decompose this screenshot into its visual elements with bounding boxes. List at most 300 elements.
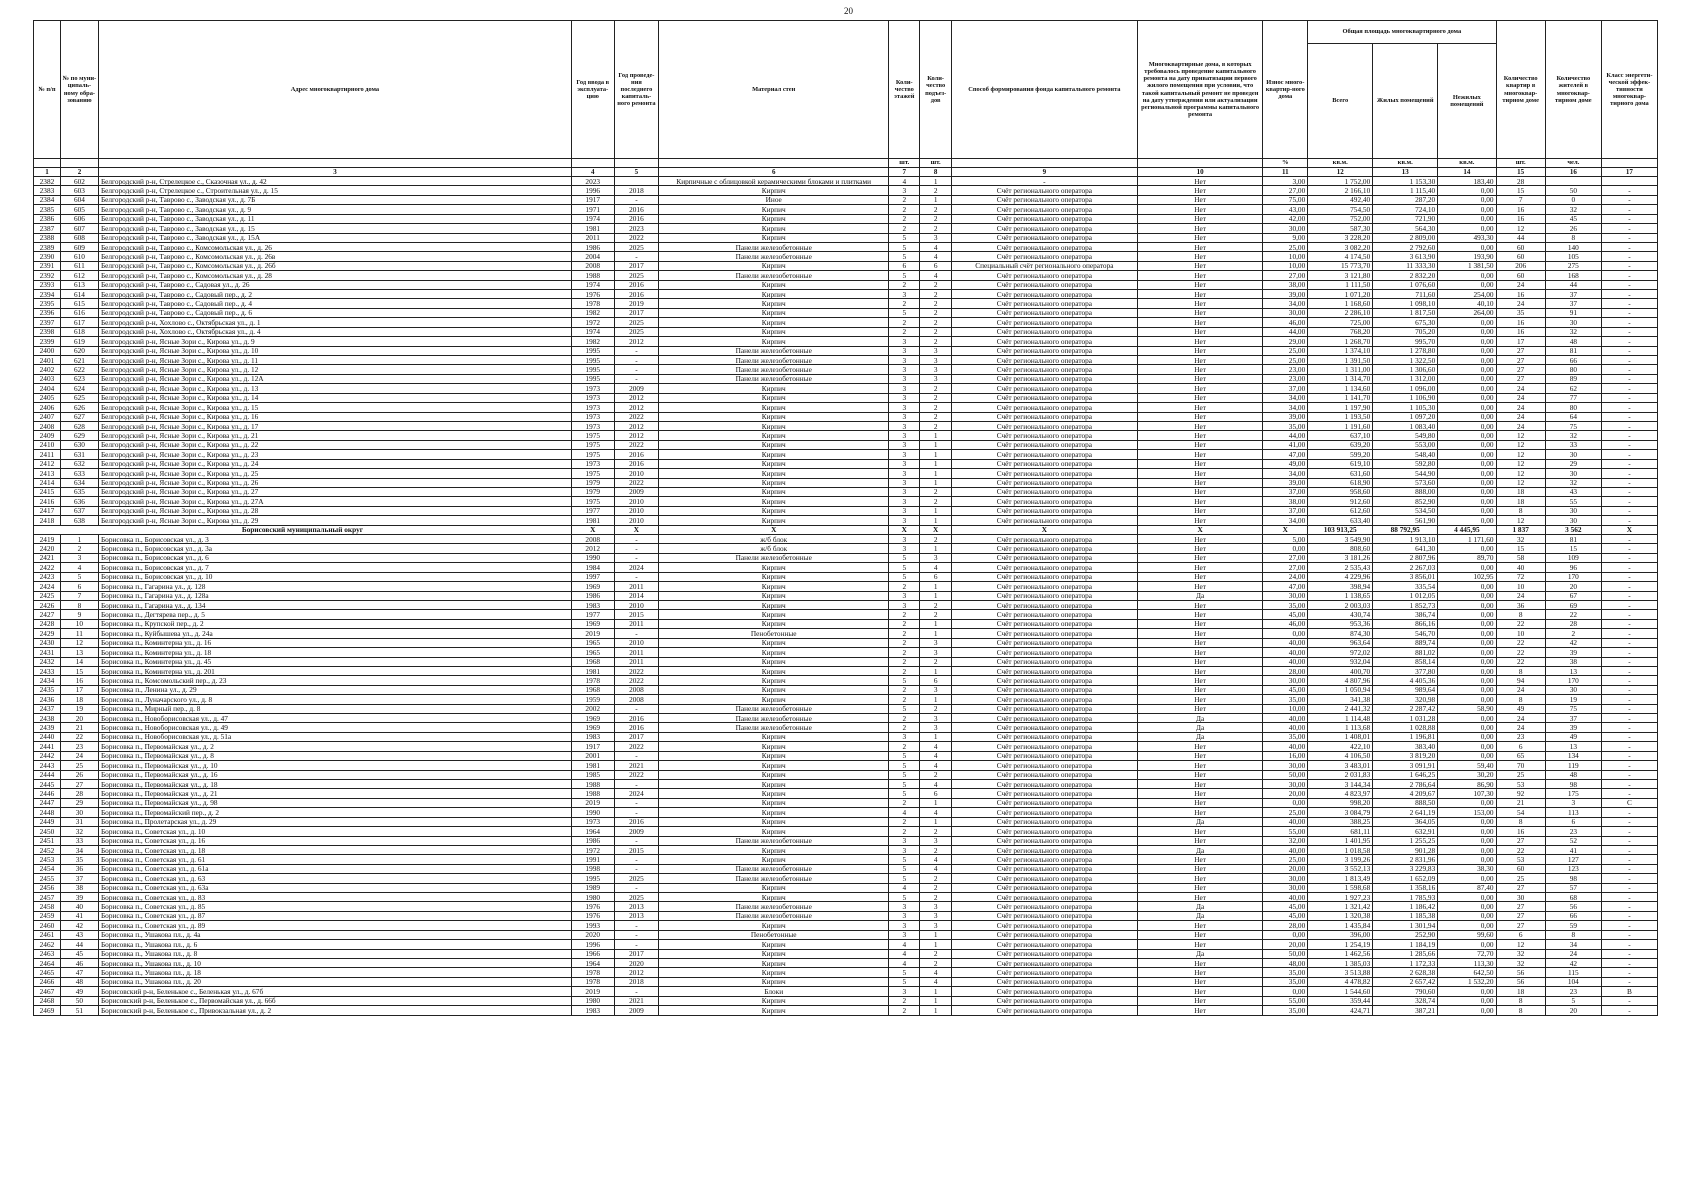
table-cell: Нет	[1137, 582, 1263, 591]
table-cell: 2400	[34, 346, 61, 355]
table-cell: Счёт регионального оператора	[951, 572, 1137, 581]
table-cell: 561,90	[1373, 516, 1438, 525]
table-cell: 0,00	[1438, 318, 1496, 327]
table-cell: 5	[889, 855, 920, 864]
table-cell: Кирпич	[659, 798, 889, 807]
unit-13: кв.м.	[1373, 159, 1438, 168]
table-cell: 3	[889, 497, 920, 506]
table-cell: 6	[920, 676, 951, 685]
table-cell: Нет	[1137, 704, 1263, 713]
table-cell: 1	[920, 591, 951, 600]
table-cell: 87,40	[1438, 883, 1496, 892]
table-cell: -	[1601, 836, 1657, 845]
table-cell: 1976	[571, 902, 614, 911]
table-cell: 47,00	[1263, 582, 1308, 591]
table-cell: 1995	[571, 874, 614, 883]
table-cell: Борисовка п., Новоборисовская ул., д. 49	[98, 723, 571, 732]
table-cell: 42	[60, 921, 98, 930]
table-cell: Да	[1137, 817, 1263, 826]
table-cell: 2025	[614, 874, 659, 883]
table-cell: 3	[889, 487, 920, 496]
table-cell: Нет	[1137, 742, 1263, 751]
table-row	[34, 374, 1658, 383]
table-cell: 623	[60, 374, 98, 383]
table-cell: 37	[60, 874, 98, 883]
table-cell: 1 306,60	[1373, 365, 1438, 374]
table-cell: 2 166,10	[1308, 186, 1373, 195]
table-cell: -	[1601, 233, 1657, 242]
table-cell: 958,60	[1308, 487, 1373, 496]
table-cell: 2	[889, 280, 920, 289]
table-cell: 631,60	[1308, 469, 1373, 478]
table-cell: 1997	[571, 572, 614, 581]
table-cell: -	[1601, 996, 1657, 1005]
table-cell: 0,00	[1438, 205, 1496, 214]
table-cell: 27	[1496, 836, 1545, 845]
table-cell: 1 105,30	[1373, 403, 1438, 412]
table-cell: 134	[1545, 751, 1601, 760]
table-cell: 5	[889, 704, 920, 713]
table-cell: В	[1601, 987, 1657, 996]
table-cell: Белгородский р-н, Таврово с., Садовый пер., д. 4	[98, 299, 571, 308]
table-cell: 549,80	[1373, 431, 1438, 440]
table-row	[34, 290, 1658, 299]
table-row	[34, 874, 1658, 883]
table-cell: 2455	[34, 874, 61, 883]
table-cell: 1 254,19	[1308, 940, 1373, 949]
table-cell: Счёт регионального оператора	[951, 233, 1137, 242]
table-cell: 1	[920, 459, 951, 468]
table-cell: 724,10	[1373, 205, 1438, 214]
table-cell: Борисовка п., Ленина ул., д. 29	[98, 685, 571, 694]
table-cell: 30	[1545, 318, 1601, 327]
table-cell: 25,00	[1263, 808, 1308, 817]
table-cell: 2450	[34, 827, 61, 836]
table-cell: 40,00	[1263, 817, 1308, 826]
table-cell: Кирпич	[659, 299, 889, 308]
table-cell: 12	[1496, 431, 1545, 440]
table-cell: Белгородский р-н, Ясные Зори с., Кирова ул., д. 26	[98, 478, 571, 487]
table-cell: 30,20	[1438, 770, 1496, 779]
table-cell: 613	[60, 280, 98, 289]
table-cell: Борисовка п., Советская ул., д. 85	[98, 902, 571, 911]
table-cell: Нет	[1137, 893, 1263, 902]
table-cell: 22	[1496, 619, 1545, 628]
table-cell: 22	[1496, 845, 1545, 854]
table-cell: 1 311,00	[1308, 365, 1373, 374]
table-cell: 3 819,20	[1373, 751, 1438, 760]
table-cell: 37,00	[1263, 506, 1308, 515]
table-cell: 681,11	[1308, 827, 1373, 836]
table-cell: 2447	[34, 798, 61, 807]
table-cell: 3 181,26	[1308, 553, 1373, 562]
table-cell: 2025	[614, 318, 659, 327]
table-cell: 104	[1545, 977, 1601, 986]
table-cell: 2	[889, 205, 920, 214]
table-cell: Кирпич	[659, 224, 889, 233]
table-cell: 1 322,50	[1373, 356, 1438, 365]
table-cell: 4 823,97	[1308, 789, 1373, 798]
column-number: 2	[60, 168, 98, 177]
table-cell: 1 134,60	[1308, 384, 1373, 393]
table-cell: 3	[889, 469, 920, 478]
table-cell: 1 197,90	[1308, 403, 1373, 412]
table-cell: 2	[920, 883, 951, 892]
table-cell: -	[614, 930, 659, 939]
table-cell: 1979	[571, 487, 614, 496]
table-row	[34, 798, 1658, 807]
col-header-6: Материал стен	[659, 21, 889, 159]
table-cell: 675,30	[1373, 318, 1438, 327]
table-cell: 2016	[614, 205, 659, 214]
table-cell: 615	[60, 299, 98, 308]
table-row	[34, 817, 1658, 826]
table-cell: 1 598,68	[1308, 883, 1373, 892]
table-cell: 32	[1545, 431, 1601, 440]
table-cell: 1 185,38	[1373, 911, 1438, 920]
column-number: 17	[1601, 168, 1657, 177]
table-cell: 2383	[34, 186, 61, 195]
table-cell: 22	[1545, 610, 1601, 619]
table-cell: 0,00	[1438, 195, 1496, 204]
table-cell: Счёт регионального оператора	[951, 902, 1137, 911]
table-cell: 45,00	[1263, 685, 1308, 694]
table-cell: 40,00	[1263, 845, 1308, 854]
table-cell: Счёт регионального оператора	[951, 798, 1137, 807]
table-cell: Кирпич	[659, 186, 889, 195]
table-cell: 4 174,50	[1308, 252, 1373, 261]
table-cell: Счёт регионального оператора	[951, 883, 1137, 892]
table-cell: 109	[1545, 553, 1601, 562]
table-cell: 610	[60, 252, 98, 261]
table-row	[34, 591, 1658, 600]
table-cell: 36	[1496, 600, 1545, 609]
column-number: 12	[1308, 168, 1373, 177]
table-body-borisovka	[34, 535, 1658, 1016]
table-cell: 10,00	[1263, 261, 1308, 270]
table-cell: Борисовка п., Первомайская ул., д. 16	[98, 770, 571, 779]
table-cell: 2	[920, 874, 951, 883]
table-cell: 28	[60, 789, 98, 798]
table-cell: 3	[889, 290, 920, 299]
table-cell: Белгородский р-н, Ясные Зори с., Кирова ул., д. 29	[98, 516, 571, 525]
table-cell: -	[1601, 1006, 1657, 1015]
table-cell: 1 115,40	[1373, 186, 1438, 195]
table-cell: Кирпич	[659, 205, 889, 214]
table-cell: 5	[889, 271, 920, 280]
table-row	[34, 761, 1658, 770]
table-cell: Панели железобетонные	[659, 911, 889, 920]
table-cell: 2017	[614, 308, 659, 317]
table-cell: 5	[889, 780, 920, 789]
table-cell: Нет	[1137, 469, 1263, 478]
table-cell: 2428	[34, 619, 61, 628]
table-cell: Белгородский р-н, Таврово с., Садовый пер., д. 6	[98, 308, 571, 317]
table-cell: 2024	[614, 789, 659, 798]
table-cell	[1601, 177, 1657, 186]
table-cell: Счёт регионального оператора	[951, 497, 1137, 506]
table-cell: 1986	[571, 836, 614, 845]
table-cell: 0,00	[1438, 742, 1496, 751]
table-cell: 0,00	[1438, 874, 1496, 883]
table-cell: Кирпич	[659, 403, 889, 412]
table-row	[34, 384, 1658, 393]
table-cell: 2004	[571, 252, 614, 261]
table-cell: -	[614, 780, 659, 789]
table-cell: Нет	[1137, 195, 1263, 204]
table-cell: 2382	[34, 177, 61, 186]
table-row	[34, 845, 1658, 854]
table-cell: 0,00	[1438, 487, 1496, 496]
table-row	[34, 177, 1658, 186]
table-cell: 29,00	[1263, 337, 1308, 346]
table-cell: 1981	[571, 761, 614, 770]
table-cell: 94	[1496, 676, 1545, 685]
table-cell: Счёт регионального оператора	[951, 949, 1137, 958]
table-cell: -	[614, 704, 659, 713]
table-cell: 2	[889, 685, 920, 694]
table-cell: 39	[1545, 648, 1601, 657]
table-cell: Борисовка п., Коминтерна ул., д. 201	[98, 666, 571, 675]
table-row	[34, 440, 1658, 449]
table-cell: 89,70	[1438, 553, 1496, 562]
table-cell: Нет	[1137, 676, 1263, 685]
table-cell: 2452	[34, 845, 61, 854]
table-cell: Счёт регионального оператора	[951, 214, 1137, 223]
table-cell: Кирпич	[659, 412, 889, 421]
table-cell: 3	[889, 346, 920, 355]
table-cell: 1990	[571, 553, 614, 562]
table-cell: 5	[889, 308, 920, 317]
unit-11: %	[1263, 159, 1308, 168]
table-row	[34, 864, 1658, 873]
table-cell: 96	[1545, 563, 1601, 572]
table-cell: Нет	[1137, 214, 1263, 223]
table-cell: 27,00	[1263, 563, 1308, 572]
table-cell: 721,90	[1373, 214, 1438, 223]
table-cell: Счёт регионального оператора	[951, 535, 1137, 544]
table-cell: Белгородский р-н, Таврово с., Садовая ул., д. 26	[98, 280, 571, 289]
table-cell: 2012	[614, 393, 659, 402]
table-cell: 1	[920, 798, 951, 807]
table-cell: -	[1601, 374, 1657, 383]
table-cell: 15	[60, 666, 98, 675]
table-cell: 2449	[34, 817, 61, 826]
table-cell: 0,00	[1438, 186, 1496, 195]
table-cell: 12	[1496, 450, 1545, 459]
table-cell: 3 091,91	[1373, 761, 1438, 770]
table-cell: 6	[1545, 817, 1601, 826]
table-cell: 874,30	[1308, 629, 1373, 638]
table-cell: 614	[60, 290, 98, 299]
table-cell: 23	[1496, 732, 1545, 741]
table-cell: 2015	[614, 845, 659, 854]
table-cell: 127	[1545, 855, 1601, 864]
table-cell: Кирпич	[659, 959, 889, 968]
table-cell: 3	[920, 346, 951, 355]
table-cell: 0,00	[1438, 638, 1496, 647]
table-cell: Нет	[1137, 487, 1263, 496]
table-cell: Счёт регионального оператора	[951, 582, 1137, 591]
column-number: 15	[1496, 168, 1545, 177]
table-cell: 4	[920, 855, 951, 864]
table-cell: 183,40	[1438, 177, 1496, 186]
table-cell: Счёт регионального оператора	[951, 318, 1137, 327]
table-cell: 998,20	[1308, 798, 1373, 807]
table-cell: 2414	[34, 478, 61, 487]
table-cell: 1 278,80	[1373, 346, 1438, 355]
table-cell: 4 807,96	[1308, 676, 1373, 685]
table-cell: Специальный счёт регионального оператора	[951, 261, 1137, 270]
table-cell: 633,40	[1308, 516, 1373, 525]
table-cell: 24	[1496, 384, 1545, 393]
table-cell: 752,00	[1308, 214, 1373, 223]
table-cell: 1 114,48	[1308, 714, 1373, 723]
table-cell: Кирпич	[659, 883, 889, 892]
table-cell: 0,00	[1438, 346, 1496, 355]
table-cell: 3 856,01	[1373, 572, 1438, 581]
table-cell: 3 228,20	[1308, 233, 1373, 242]
table-cell: 30,00	[1263, 761, 1308, 770]
table-cell: Счёт регионального оператора	[951, 1006, 1137, 1015]
table-cell: 2	[889, 318, 920, 327]
table-cell: 1	[920, 440, 951, 449]
table-cell: 1974	[571, 214, 614, 223]
table-cell: 45,00	[1263, 902, 1308, 911]
table-cell: 3	[60, 553, 98, 562]
table-row	[34, 299, 1658, 308]
table-cell: Кирпич	[659, 393, 889, 402]
table-cell: Панели железобетонные	[659, 864, 889, 873]
table-cell: Нет	[1137, 346, 1263, 355]
table-cell: 398,94	[1308, 582, 1373, 591]
table-cell: 2016	[614, 280, 659, 289]
table-cell: 3	[889, 535, 920, 544]
table-cell: 4	[889, 808, 920, 817]
table-row	[34, 233, 1658, 242]
table-cell: 15	[1496, 544, 1545, 553]
table-row	[34, 346, 1658, 355]
table-cell: -	[1601, 751, 1657, 760]
table-cell: 1978	[571, 676, 614, 685]
unit-14: кв.м.	[1438, 159, 1496, 168]
table-cell: 1	[920, 450, 951, 459]
table-cell: 59	[1545, 921, 1601, 930]
table-cell: Нет	[1137, 177, 1263, 186]
table-cell: 1968	[571, 657, 614, 666]
table-cell: 34	[60, 845, 98, 854]
table-row	[34, 497, 1658, 506]
table-cell: Борисовка п., Первомайская ул., д. 10	[98, 761, 571, 770]
table-cell: 1977	[571, 506, 614, 515]
table-cell: 91	[1545, 308, 1601, 317]
table-cell: 620	[60, 346, 98, 355]
table-cell: 2435	[34, 685, 61, 694]
table-cell: -	[1601, 186, 1657, 195]
table-cell: 1983	[571, 1006, 614, 1015]
table-cell: Счёт регионального оператора	[951, 893, 1137, 902]
table-cell: 642,50	[1438, 968, 1496, 977]
table-cell: 77	[1545, 393, 1601, 402]
table-cell: 45,00	[1263, 610, 1308, 619]
table-cell: Борисовка п., Ушакова пл., д. 6	[98, 940, 571, 949]
table-cell: Панели железобетонные	[659, 346, 889, 355]
table-cell: 2	[920, 657, 951, 666]
table-cell: 0,00	[1438, 751, 1496, 760]
table-cell: 609	[60, 242, 98, 251]
table-cell: 35,00	[1263, 732, 1308, 741]
table-cell: 4 229,96	[1308, 572, 1373, 581]
table-cell: 1	[920, 996, 951, 1005]
table-cell: 1996	[571, 940, 614, 949]
table-cell: 1973	[571, 817, 614, 826]
table-cell: -	[1601, 968, 1657, 977]
table-cell: -	[1601, 242, 1657, 251]
table-cell: Нет	[1137, 959, 1263, 968]
table-cell: 2469	[34, 1006, 61, 1015]
table-row	[34, 751, 1658, 760]
table-cell: Борисовка п., Гагарина ул., д. 134	[98, 600, 571, 609]
unit-15: шт.	[1496, 159, 1545, 168]
table-cell: 320,98	[1373, 695, 1438, 704]
table-row	[34, 487, 1658, 496]
table-cell: 2009	[614, 487, 659, 496]
table-cell: 62	[1545, 384, 1601, 393]
table-cell: 2 441,32	[1308, 704, 1373, 713]
table-cell: 1983	[571, 732, 614, 741]
table-cell: 98	[1545, 780, 1601, 789]
table-cell: 2011	[614, 657, 659, 666]
table-cell: 4	[920, 968, 951, 977]
table-cell: С	[1601, 798, 1657, 807]
table-cell: 3	[889, 384, 920, 393]
table-cell: 493,30	[1438, 233, 1496, 242]
table-cell: Нет	[1137, 327, 1263, 336]
table-cell: Счёт регионального оператора	[951, 676, 1137, 685]
table-cell: Белгородский р-н, Ясные Зори с., Кирова ул., д. 11	[98, 356, 571, 365]
okrug-c12: 103 913,25	[1308, 525, 1373, 534]
table-cell: 4	[920, 563, 951, 572]
table-cell: Борисовка п., Советская ул., д. 63	[98, 874, 571, 883]
column-number: 4	[571, 168, 614, 177]
table-cell: Нет	[1137, 874, 1263, 883]
table-cell: 1980	[571, 893, 614, 902]
table-cell: 2456	[34, 883, 61, 892]
table-cell: -	[1601, 563, 1657, 572]
table-cell: Нет	[1137, 864, 1263, 873]
table-cell: 50	[1545, 186, 1601, 195]
table-cell: -	[1601, 506, 1657, 515]
table-cell: 20	[60, 714, 98, 723]
table-cell: 2464	[34, 959, 61, 968]
table-cell: Нет	[1137, 751, 1263, 760]
table-cell: 625	[60, 393, 98, 402]
table-cell: 16	[60, 676, 98, 685]
table-cell: 23	[60, 742, 98, 751]
table-cell: 49	[1496, 704, 1545, 713]
table-cell: 3	[889, 902, 920, 911]
table-cell: 32	[1496, 959, 1545, 968]
table-cell: 3	[889, 393, 920, 402]
table-cell: Борисовка п., Борисовская ул., д. 3а	[98, 544, 571, 553]
table-cell: Счёт регионального оператора	[951, 610, 1137, 619]
table-cell: 866,16	[1373, 619, 1438, 628]
table-row	[34, 337, 1658, 346]
table-row	[34, 431, 1658, 440]
table-cell: 60	[1496, 242, 1545, 251]
table-cell: 27	[1496, 883, 1545, 892]
table-cell: 1986	[571, 591, 614, 600]
